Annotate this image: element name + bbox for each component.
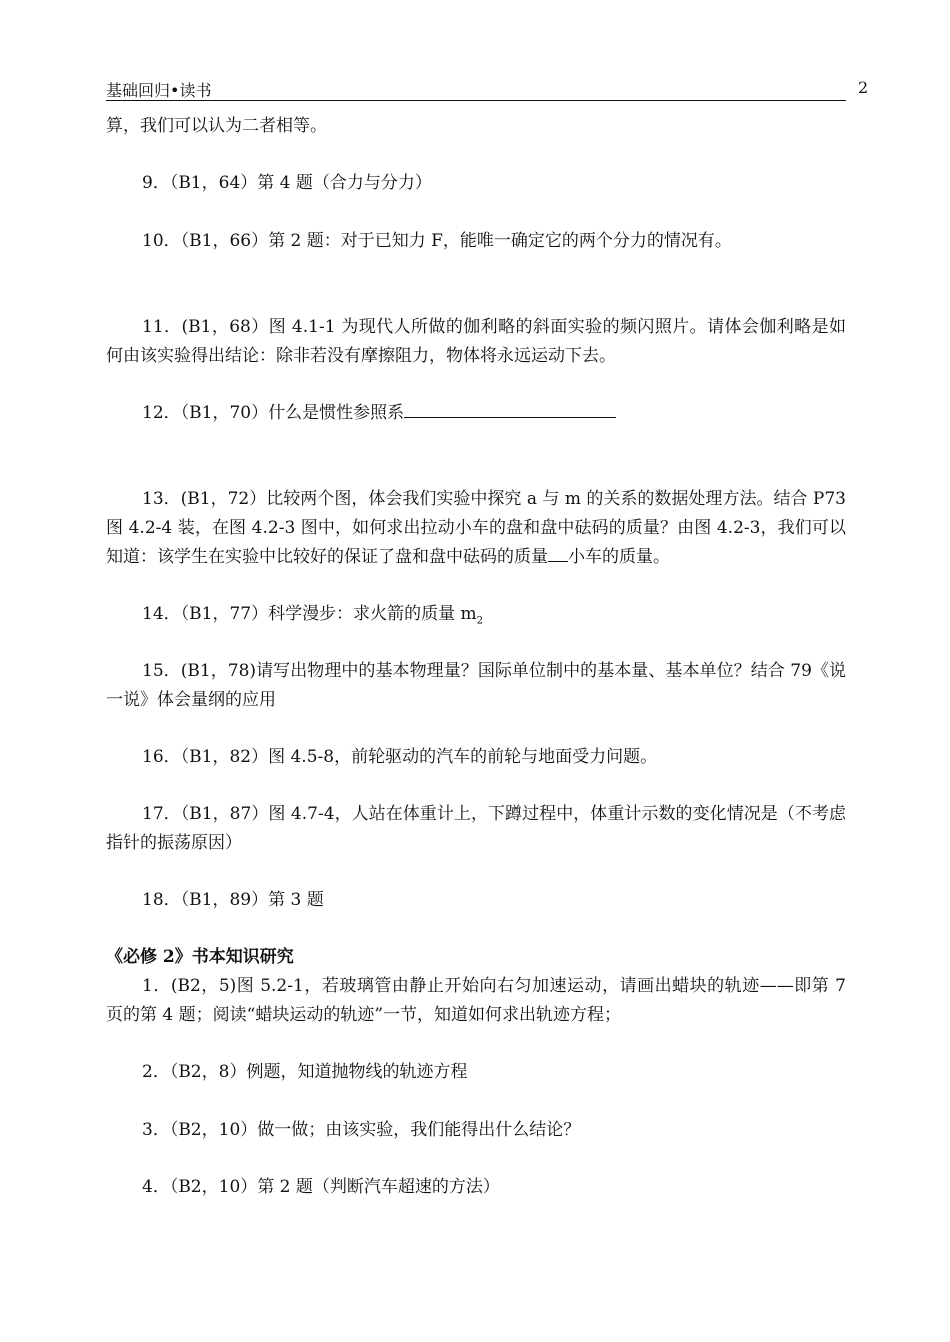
- question-13-text: 13．(B1，72）比较两个图，体会我们实验中探究 a 与 m 的关系的数据处理方法。结合 P73 图 4.2-4 装，在图 4.2-3 图中，如何求出拉动小车的盘和盘中砝码的质量？由图 4.2-3，我们可以知道：该学生在实验中比较好的保证了盘和盘中砝码的质量: [106, 489, 846, 567]
- header-title: 基础回归•读书: [106, 81, 212, 100]
- section2-item-3: 3．（B2，10）做一做；由该实验，我们能得出什么结论？: [142, 1120, 581, 1140]
- section2-item-4: 4．（B2，10）第 2 题（判断汽车超速的方法）: [142, 1177, 500, 1197]
- question-16: 16．（B1，82）图 4.5-8，前轮驱动的汽车的前轮与地面受力问题。: [142, 747, 658, 767]
- question-18: 18．（B1，89）第 3 题: [142, 890, 324, 910]
- question-12: [106, 399, 846, 428]
- section2-item-1: 1．(B2，5)图 5.2-1，若玻璃管由静止开始向右匀加速运动，请画出蜡块的轨迹——即第 7 页的第 4 题；阅读“蜡块运动的轨迹”一节，知道如何求出轨迹方程；: [106, 976, 846, 1025]
- answer-blank: [548, 543, 568, 562]
- question-12-text: 12．（B1，70）什么是惯性参照系: [142, 403, 405, 423]
- question-14: [106, 600, 846, 635]
- question-13-tail: 小车的质量。: [568, 547, 670, 567]
- question-14-text: 14．（B1，77）科学漫步：求火箭的质量 m: [142, 604, 477, 624]
- question-9: 9．（B1，64）第 4 题（合力与分力）: [142, 173, 432, 193]
- question-13: [106, 485, 846, 572]
- page-header: [106, 78, 846, 101]
- section2-item-2: 2．（B2，8）例题，知道抛物线的轨迹方程: [142, 1062, 468, 1082]
- section-heading: 《必修 2》书本知识研究: [106, 947, 294, 967]
- subscript: 2: [476, 615, 483, 627]
- question-15: 15．(B1，78)请写出物理中的基本物理量？国际单位制中的基本量、基本单位？结合 79《说一说》体会量纲的应用: [106, 661, 846, 710]
- question-11: 11．(B1，68）图 4.1-1 为现代人所做的伽利略的斜面实验的频闪照片。请体会伽利略是如何由该实验得出结论：除非若没有摩擦阻力，物体将永远运动下去。: [106, 317, 846, 366]
- page-number: 2: [858, 78, 869, 97]
- answer-blank: [404, 399, 616, 418]
- question-17: 17．（B1，87）图 4.7-4，人站在体重计上，下蹲过程中，体重计示数的变化情况是（不考虑指针的振荡原因）: [106, 804, 846, 853]
- question-10: 10．（B1，66）第 2 题：对于已知力 F，能唯一确定它的两个分力的情况有。: [142, 231, 732, 251]
- paragraph-continuation: 算，我们可以认为二者相等。: [106, 116, 327, 136]
